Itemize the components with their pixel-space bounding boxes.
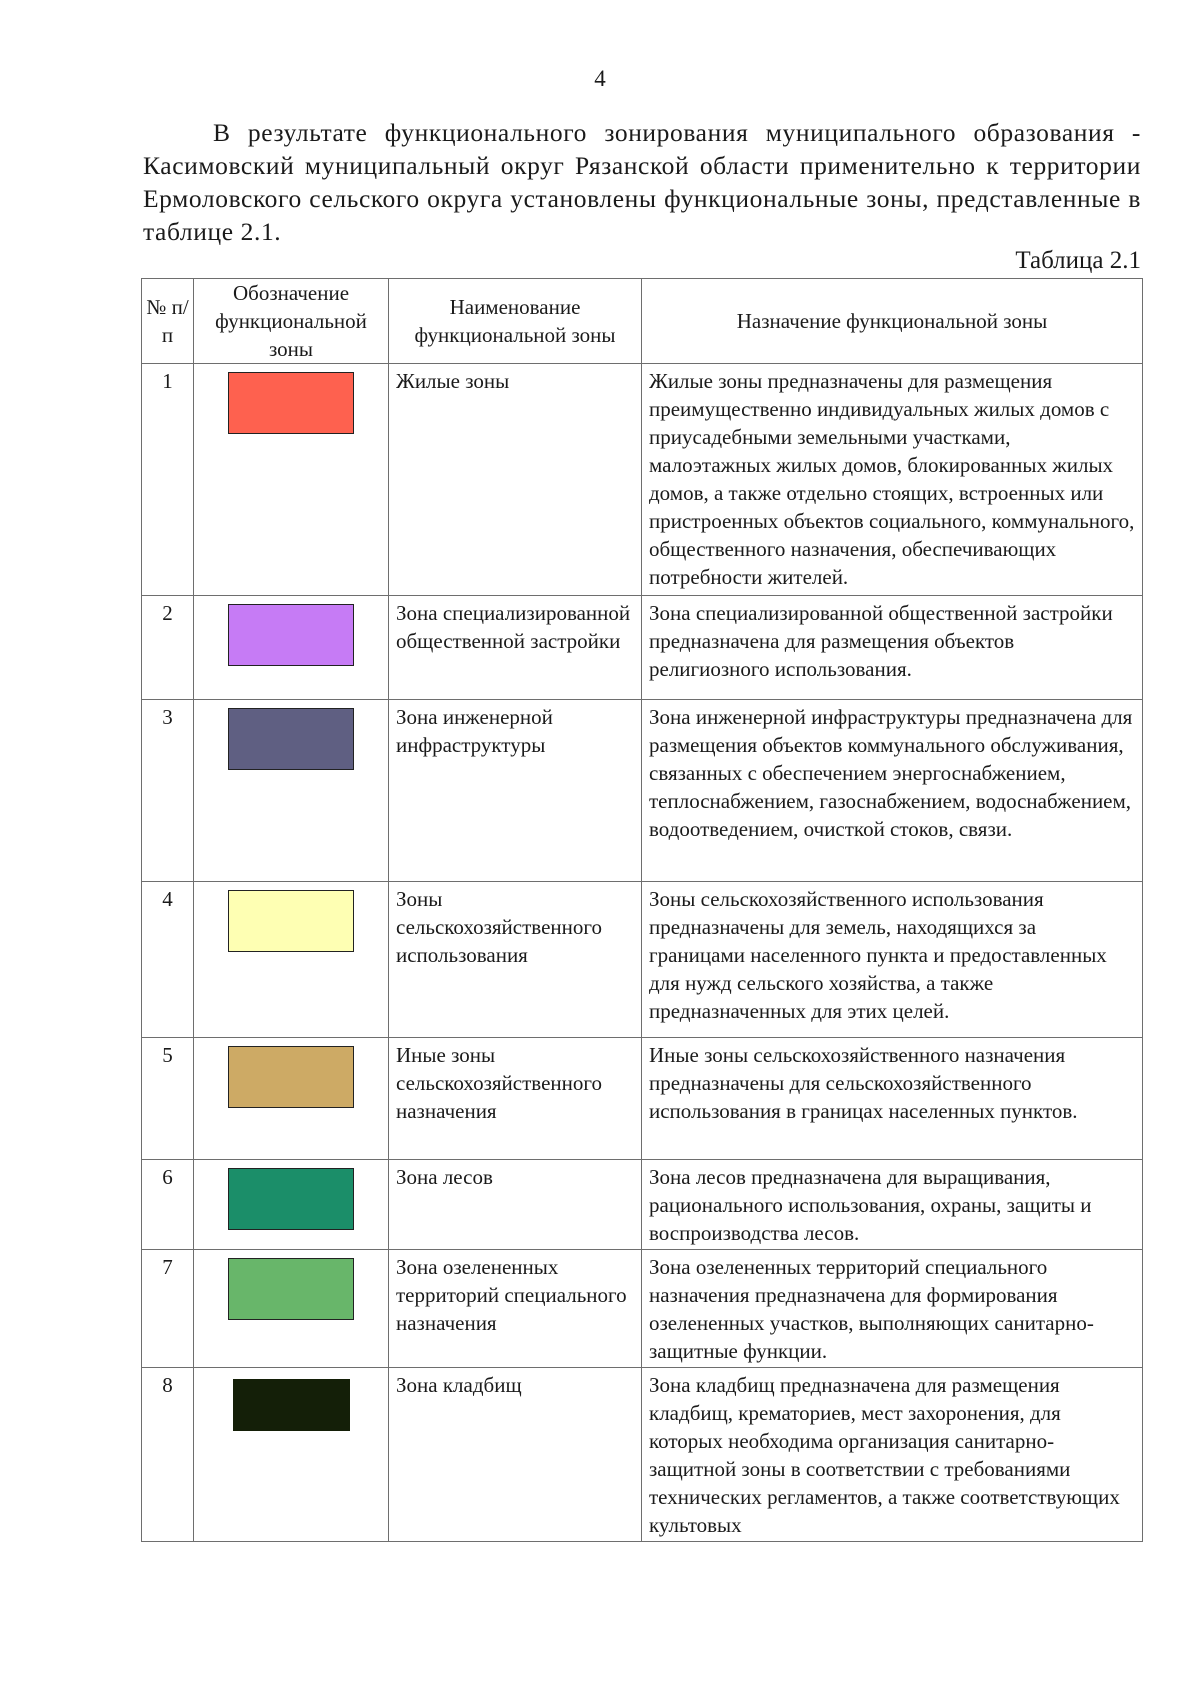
table-row <box>142 882 1143 1038</box>
zone-symbol-cell <box>194 700 389 882</box>
zone-color-swatch <box>228 1258 354 1320</box>
row-number: 1 <box>142 364 194 596</box>
table-row <box>142 596 1143 700</box>
table-row <box>142 364 1143 596</box>
zone-color-swatch <box>228 372 354 434</box>
row-number: 7 <box>142 1250 194 1368</box>
zone-color-swatch <box>228 604 354 666</box>
row-number: 2 <box>142 596 194 700</box>
zone-color-swatch <box>228 1046 354 1108</box>
row-number: 8 <box>142 1368 194 1542</box>
zone-purpose: Зона кладбищ предназначена для размещения кладбищ, крематориев, мест захоронения, для которых необходима организация санитарно-защитной зоны в соответствии с требованиями технических регламентов, а также соответствующих культовых <box>642 1368 1143 1542</box>
zone-purpose: Зона лесов предназначена для выращивания, рационального использования, охраны, защиты и воспроизводства лесов. <box>642 1160 1143 1250</box>
intro-paragraph <box>143 116 1141 248</box>
header-name: Наименование функциональной зоны <box>389 279 642 364</box>
table-caption: Таблица 2.1 <box>1015 247 1141 274</box>
zone-name: Зона инженерной инфраструктуры <box>389 700 642 882</box>
cemetery-pattern-swatch <box>233 1379 350 1431</box>
zone-color-swatch <box>228 1168 354 1230</box>
header-purpose: Назначение функциональной зоны <box>642 279 1143 364</box>
zone-symbol-cell <box>194 596 389 700</box>
page-number: 4 <box>594 66 606 91</box>
table-row <box>142 1038 1143 1160</box>
zone-purpose: Зона специализированной общественной застройки предназначена для размещения объектов религиозного использования. <box>642 596 1143 700</box>
zone-purpose: Жилые зоны предназначены для размещения преимущественно индивидуальных жилых домов с приусадебными земельными участками, малоэтажных жилых домов, блокированных жилых домов, а также отдельно стоящих, встроенных или пристроенных объектов социального, коммунального, общественного назначения, обеспечивающих потребности жителей. <box>642 364 1143 596</box>
zone-symbol-cell <box>194 1038 389 1160</box>
zone-name: Зона кладбищ <box>389 1368 642 1542</box>
table-row <box>142 1368 1143 1542</box>
row-number: 3 <box>142 700 194 882</box>
zone-name: Зоны сельскохозяйственного использования <box>389 882 642 1038</box>
zone-purpose: Зона инженерной инфраструктуры предназначена для размещения объектов коммунального обслуживания, связанных с обеспечением энергоснабжением, теплоснабжением, газоснабжением, водоснабжением, водоотведением, очисткой стоков, связи. <box>642 700 1143 882</box>
zone-purpose: Зоны сельскохозяйственного использования предназначены для земель, находящихся за границами населенного пункта и предоставленных для нужд сельского хозяйства, а также предназначенных для этих целей. <box>642 882 1143 1038</box>
header-number: № п/п <box>142 279 194 364</box>
table-header-row <box>142 279 1143 364</box>
zone-symbol-cell <box>194 1250 389 1368</box>
table-row <box>142 1250 1143 1368</box>
zone-symbol-cell <box>194 364 389 596</box>
zone-symbol-cell <box>194 1160 389 1250</box>
intro-text: В результате функционального зонирования муниципального образования - Касимовский муниципальный округ Рязанской области применительно к территории Ермоловского сельского округа установлены функциональные зоны, представленные в таблице 2.1. <box>143 118 1141 246</box>
zone-name: Иные зоны сельскохозяйственного назначения <box>389 1038 642 1160</box>
zone-name: Зона озелененных территорий специального назначения <box>389 1250 642 1368</box>
zone-symbol-cell <box>194 1368 389 1542</box>
zone-name: Зона специализированной общественной застройки <box>389 596 642 700</box>
header-symbol: Обозначение функциональной зоны <box>194 279 389 364</box>
table-row <box>142 700 1143 882</box>
zone-name: Жилые зоны <box>389 364 642 596</box>
zone-symbol-cell <box>194 882 389 1038</box>
zone-purpose: Зона озелененных территорий специального назначения предназначена для формирования озелененных участков, выполняющих санитарно-защитные функции. <box>642 1250 1143 1368</box>
functional-zones-table <box>141 278 1143 1542</box>
zone-color-swatch <box>228 890 354 952</box>
zone-name: Зона лесов <box>389 1160 642 1250</box>
zone-color-swatch <box>228 708 354 770</box>
table-row <box>142 1160 1143 1250</box>
row-number: 5 <box>142 1038 194 1160</box>
row-number: 6 <box>142 1160 194 1250</box>
row-number: 4 <box>142 882 194 1038</box>
zone-purpose: Иные зоны сельскохозяйственного назначения предназначены для сельскохозяйственного использования в границах населенных пунктов. <box>642 1038 1143 1160</box>
